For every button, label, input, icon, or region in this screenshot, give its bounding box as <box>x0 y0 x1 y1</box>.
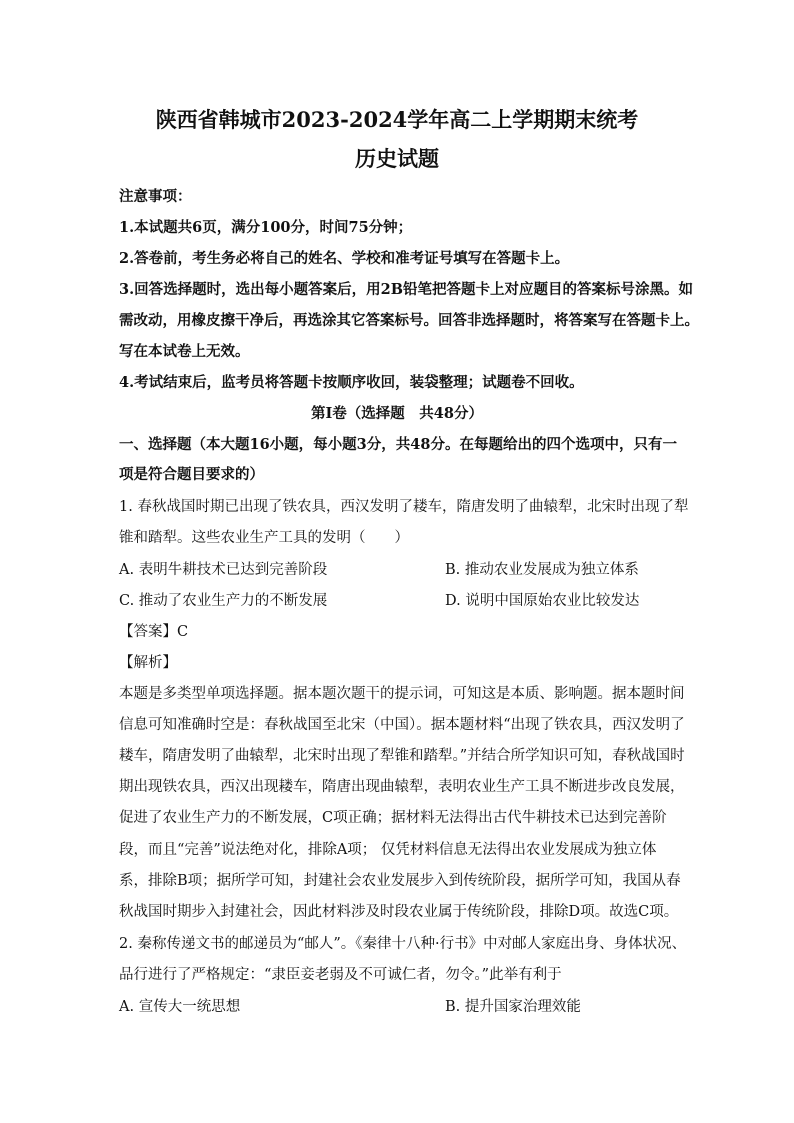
question-2-option-b: B. 提升国家治理效能 <box>445 999 581 1015</box>
analysis-heading: 【解析】 <box>119 655 177 671</box>
analysis-line: 系，排除B项；据所学可知，封建社会农业发展步入到传统阶段，据所学可知，我国从春 <box>119 873 681 889</box>
question-2-stem: 2. 秦称传递文书的邮递员为“邮人”。《秦律十八种·行书》中对邮人家庭出身、身体状况、 <box>119 936 687 952</box>
notice-line: 写在本试卷上无效。 <box>119 343 250 360</box>
analysis-line: 耧车，隋唐发明了曲辕犁，北宋时出现了犁锥和踏犁。”并结合所学知识可知，春秋战国时 <box>119 748 685 764</box>
analysis-line: 秋战国时期步入封建社会，因此材料涉及时段农业属于传统阶段，排除D项。故选C项。 <box>119 904 679 920</box>
notice-line: 2.答卷前，考生务必将自己的姓名、学校和准考证号填写在答题卡上。 <box>119 250 570 267</box>
analysis-line: 期出现铁农具，西汉出现耧车，隋唐出现曲辕犁，表明农业生产工具不断进步改良发展， <box>119 779 685 795</box>
section-instruction: 一、选择题（本大题16小题，每小题3分，共48分。在每题给出的四个选项中，只有一 <box>119 436 677 453</box>
analysis-line: 信息可知准确时空是：春秋战国至北宋（中国）。据本题材料“出现了铁农具，西汉发明了 <box>119 717 685 733</box>
section-instruction: 项是符合题目要求的） <box>119 466 264 483</box>
document-subtitle: 历史试题 <box>355 146 439 171</box>
question-1-answer: 【答案】C <box>119 624 189 640</box>
analysis-line: 促进了农业生产力的不断发展，C项正确；据材料无法得出古代牛耕技术已达到完善阶 <box>119 810 667 826</box>
question-1-option-c: C. 推动了农业生产力的不断发展 <box>119 593 328 609</box>
question-1-stem: 1. 春秋战国时期已出现了铁农具，西汉发明了耧车，隋唐发明了曲辕犁，北宋时出现了犁 <box>119 499 689 515</box>
analysis-line: 本题是多类型单项选择题。据本题次题干的提示词，可知这是本质、影响题。据本题时间 <box>119 686 685 702</box>
question-1-option-a: A. 表明牛耕技术已达到完善阶段 <box>119 562 328 578</box>
question-1-option-b: B. 推动农业发展成为独立体系 <box>445 562 639 578</box>
part1-heading: 第Ⅰ卷（选择题 共48分） <box>311 405 483 422</box>
question-2-stem: 品行进行了严格规定：“隶臣妾老弱及不可诚仁者，勿令。”此举有利于 <box>119 967 562 983</box>
question-1-stem: 锥和踏犁。这些农业生产工具的发明（ ） <box>119 530 409 546</box>
document-title: 陕西省韩城市2023-2024学年高二上学期期末统考 <box>155 107 639 132</box>
notice-line: 4.考试结束后，监考员将答题卡按顺序收回，装袋整理；试题卷不回收。 <box>119 374 584 391</box>
question-2-option-a: A. 宣传大一统思想 <box>119 999 241 1015</box>
notice-line: 需改动，用橡皮擦干净后，再选涂其它答案标号。回答非选择题时，将答案写在答题卡上。 <box>119 312 699 329</box>
analysis-line: 段，而且“完善”说法绝对化，排除A项； 仅凭材料信息无法得出农业发展成为独立体 <box>119 842 657 858</box>
notice-heading: 注意事项： <box>119 188 192 205</box>
notice-line: 1.本试题共6页，满分100分，时间75分钟； <box>119 219 413 236</box>
notice-line: 3.回答选择题时，选出每小题答案后，用2B铅笔把答题卡上对应题目的答案标号涂黑。如 <box>119 281 693 298</box>
question-1-option-d: D. 说明中国原始农业比较发达 <box>445 593 640 609</box>
